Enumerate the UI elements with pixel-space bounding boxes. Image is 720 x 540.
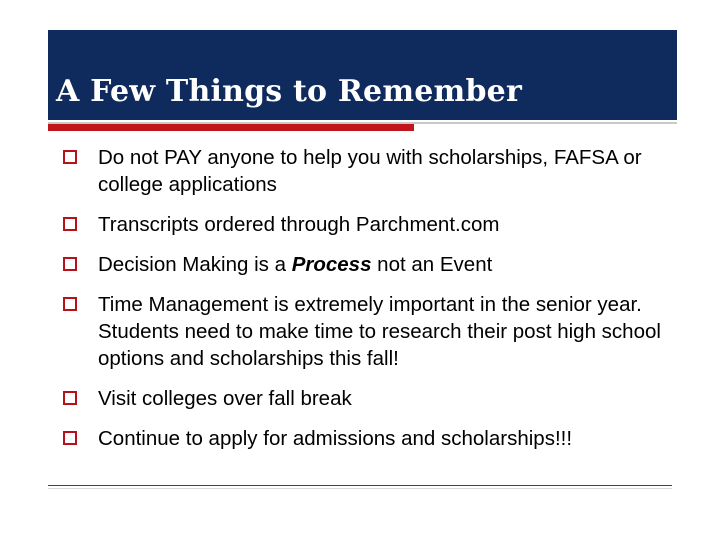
footer-divider-shadow <box>48 488 672 489</box>
bullet-text: Time Management is extremely important in the senior year. Students need to make time to research their post high school options and scholarships this fall! <box>98 293 661 370</box>
bullet-emphasis: Process <box>291 253 372 276</box>
hollow-square-icon <box>63 150 77 164</box>
bullet-text-post: not an Event <box>371 253 493 276</box>
list-item <box>63 144 683 198</box>
list-item <box>63 291 683 372</box>
list-item <box>63 251 683 278</box>
hollow-square-icon <box>63 217 77 231</box>
hollow-square-icon <box>63 391 77 405</box>
bullet-list <box>63 144 683 465</box>
hollow-square-icon <box>63 431 77 445</box>
hollow-square-icon <box>63 297 77 311</box>
list-item <box>63 211 683 238</box>
bullet-text-pre: Decision Making is a <box>98 253 292 276</box>
bullet-text: Transcripts ordered through Parchment.com <box>98 213 500 236</box>
bullet-text: Continue to apply for admissions and scholarships!!! <box>98 427 573 450</box>
list-item <box>63 385 683 412</box>
hollow-square-icon <box>63 257 77 271</box>
title-accent-bar <box>48 124 414 131</box>
bullet-text: Do not PAY anyone to help you with scholarships, FAFSA or college applications <box>98 146 642 196</box>
slide-title: A Few Things to Remember <box>56 74 522 109</box>
list-item <box>63 425 683 452</box>
footer-divider <box>48 485 672 486</box>
bullet-text: Visit colleges over fall break <box>98 387 352 410</box>
